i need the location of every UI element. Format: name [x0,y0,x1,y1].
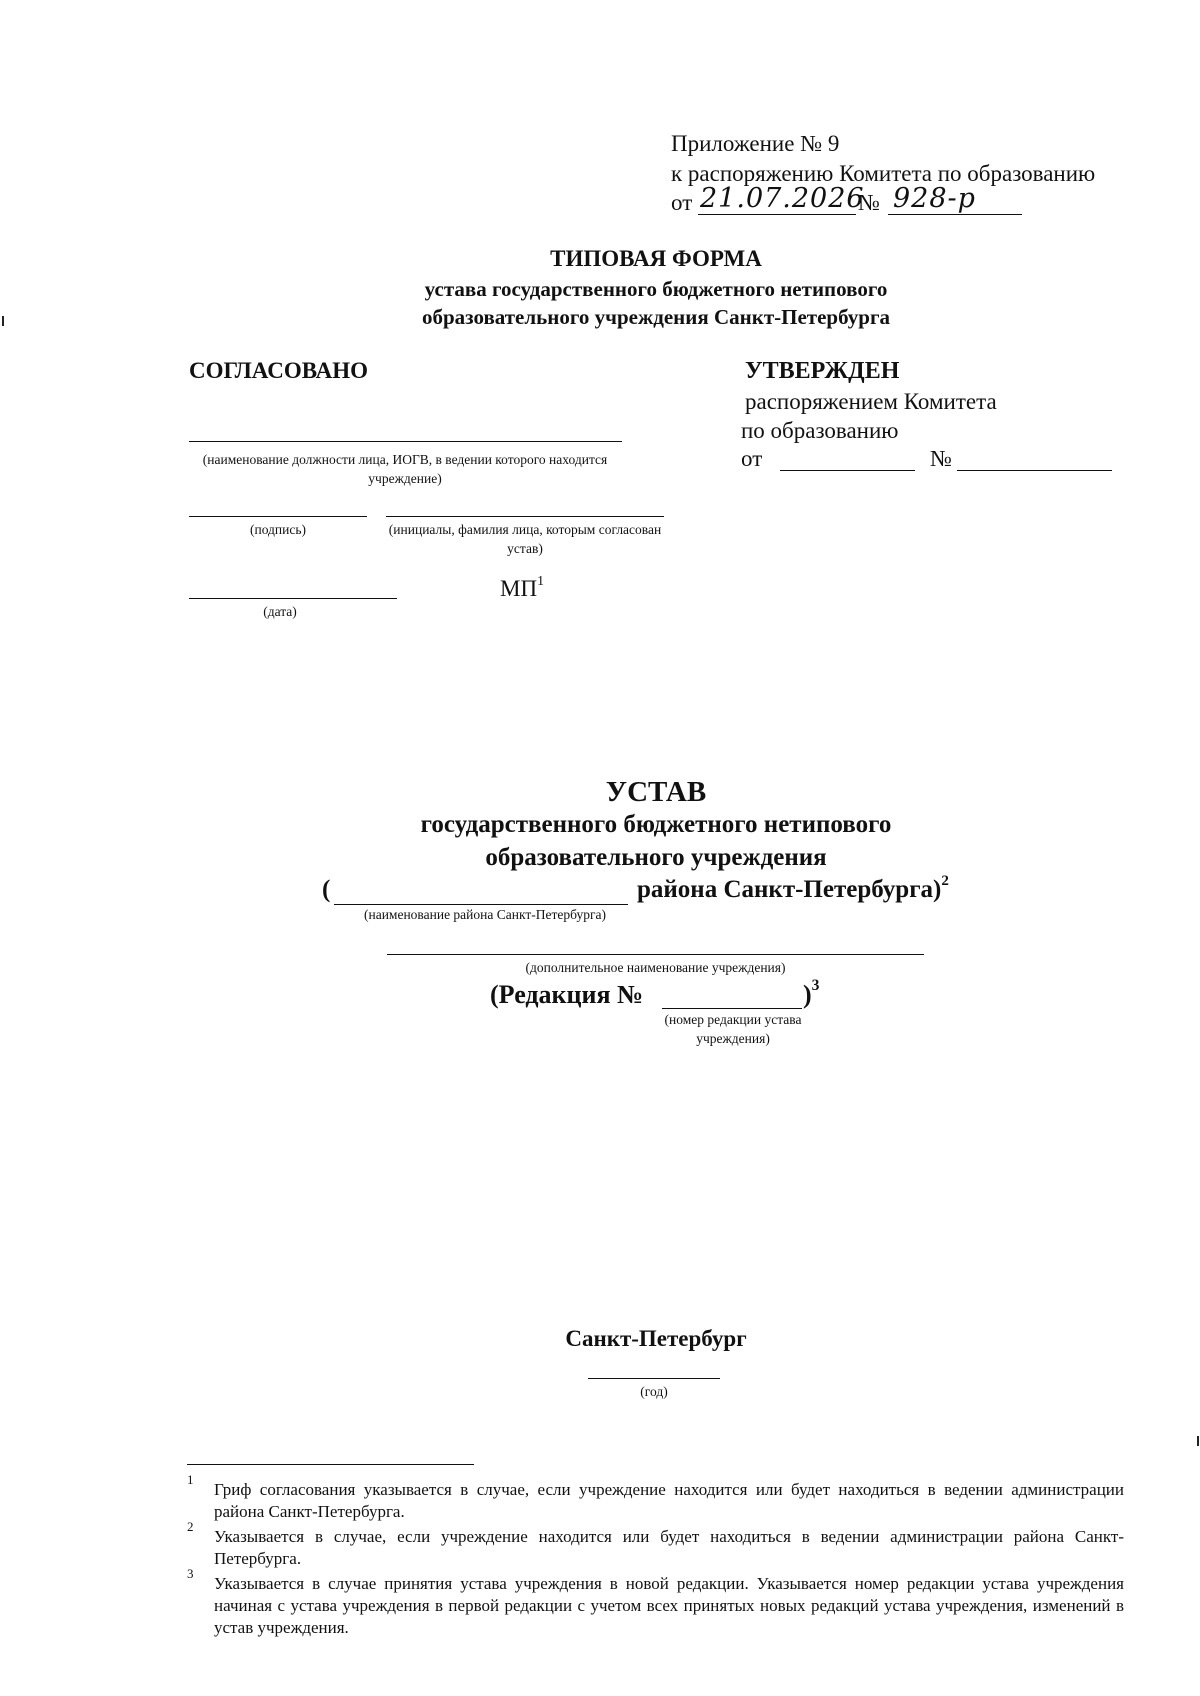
footnote-number: 2 [187,1519,194,1534]
edition-caption: (номер редакции устава учреждения) [664,1012,802,1046]
position-line [189,441,622,442]
edition-label: (Редакция № [490,980,644,1009]
charter-line2: образовательного учреждения [485,844,827,871]
city-name: Санкт-Петербург [565,1326,747,1351]
additional-name-caption: (дополнительное наименование учреждения) [525,960,786,975]
edition-number-line [662,1008,802,1009]
additional-name-line [387,954,924,955]
appendix-order-ref: к распоряжению Комитета по образованию [671,161,1096,186]
edition-footnote-ref: 3 [811,977,820,994]
edition-close-paren: ) [803,980,812,1009]
stamp-mark [500,573,544,602]
name-caption: (инициалы, фамилия лица, которым согласован устав) [388,522,662,556]
appendix-number: Приложение № 9 [671,131,840,156]
scan-artifact [2,316,4,326]
edition-close [803,977,820,1010]
footnote-text: Гриф согласования указывается в случае, если учреждение находится или будет находиться в ведении администрации района Санкт-Петербурга. [214,1480,1124,1521]
year-line [588,1378,720,1379]
year-caption: (год) [640,1384,668,1399]
footnote-text: Указывается в случае принятия устава учреждения в новой редакции. Указывается номер редакции устава учреждения начиная с устава учреждения в первой редакции с учетом всех принятых новых редакций устава учреждения, изменений в устав учреждения. [214,1574,1124,1637]
district-footnote-ref: 2 [941,873,949,889]
district-label: района Санкт-Петербурга) [637,876,942,903]
appendix-number-sign: № [858,190,880,215]
date-line [189,598,397,599]
district-caption: (наименование района Санкт-Петербурга) [363,907,607,922]
approved-by-order: распоряжением Комитета [745,389,997,414]
charter-line1: государственного бюджетного нетипового [420,811,892,838]
footnote-separator [187,1464,474,1465]
footnote-text: Указывается в случае, если учреждение находится или будет находиться в ведении администрации района Санкт-Петербурга. [214,1527,1124,1568]
approved-committee: по образованию [741,418,899,443]
handwritten-number: 928-р [893,183,976,214]
footnote-number: 1 [187,1472,194,1487]
date-caption: (дата) [263,604,297,619]
district-text [637,873,949,904]
charter-title: УСТАВ [605,776,707,808]
signature-caption: (подпись) [249,522,307,537]
number-underline [888,214,1022,215]
handwritten-date: 21.07.2026 [700,183,865,214]
form-subtitle-line1: устава государственного бюджетного нетипового [424,277,888,301]
approved-number-line [957,470,1112,471]
stamp-label: МП [500,576,538,601]
signature-line [189,516,367,517]
appendix-from-label: от [671,190,693,215]
scan-artifact [1197,1436,1199,1446]
approved-heading: УТВЕРЖДЕН [745,358,900,384]
approved-from-label: от [741,446,763,471]
approved-number-sign: № [930,446,952,471]
agreed-heading: СОГЛАСОВАНО [189,358,369,383]
position-caption: (наименование должности лица, ИОГВ, в ведении которого находится учреждение) [202,452,608,486]
name-line [386,516,664,517]
date-underline [698,214,856,215]
form-title: ТИПОВАЯ ФОРМА [550,246,762,271]
approved-date-line [780,470,915,471]
footnote-number: 3 [187,1566,194,1581]
district-open-paren: ( [322,876,331,903]
stamp-footnote-ref: 1 [537,573,544,588]
form-subtitle-line2: образовательного учреждения Санкт-Петербурга [421,305,891,329]
